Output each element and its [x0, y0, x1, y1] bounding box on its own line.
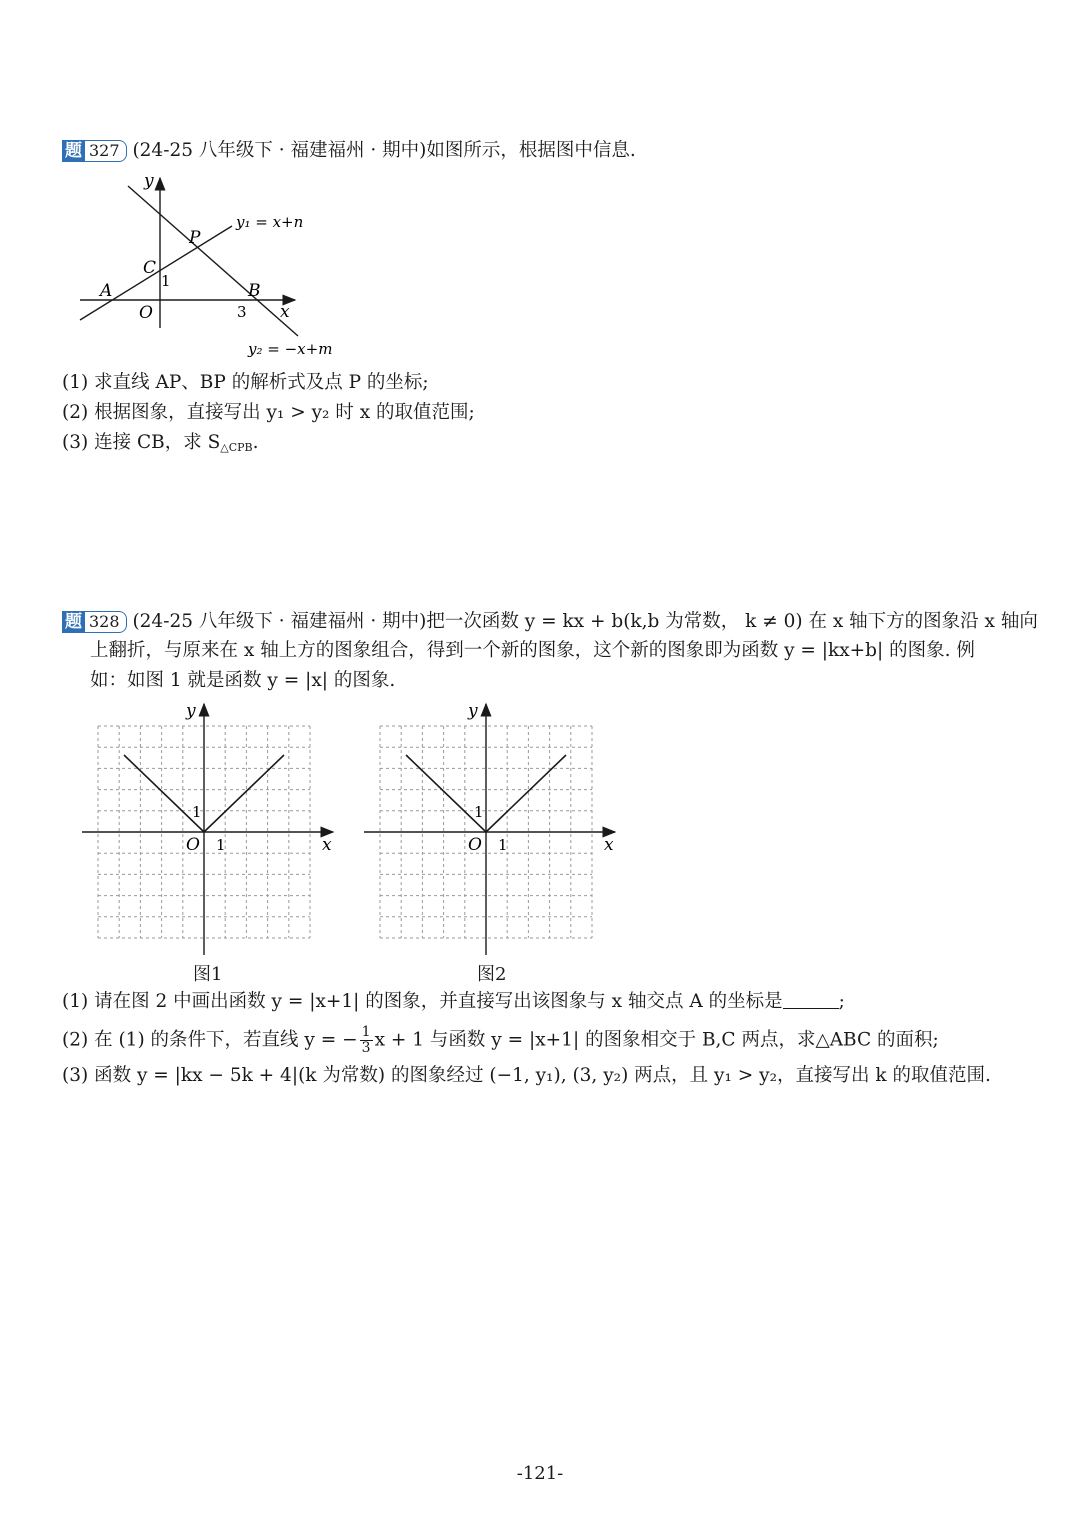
- label-A: A: [100, 281, 113, 301]
- label-line1: y₁ = x+n: [236, 213, 304, 231]
- graph2-label-y: y: [468, 701, 478, 721]
- label-3: 3: [237, 303, 247, 321]
- graph1-label-O: O: [186, 835, 200, 855]
- q328-line2: 上翻折，与原来在 x 轴上方的图象组合，得到一个新的图象，这个新的图象即为函数 y = |kx+b| 的图象. 例: [90, 640, 975, 661]
- fraction-one-third: $\frac{1}{3}$: [361, 1024, 371, 1056]
- q327-intro: 如图所示，根据图中信息.: [426, 140, 636, 161]
- graph2-label-O: O: [468, 835, 482, 855]
- label-x: x: [280, 302, 290, 322]
- q327-part2: (2) 根据图象，直接写出 y₁ > y₂ 时 x 的取值范围;: [62, 402, 475, 423]
- page-number: -121-: [516, 1463, 564, 1484]
- q327-figure: [70, 168, 350, 363]
- graph-2: [360, 700, 625, 960]
- label-B: B: [248, 281, 261, 301]
- graph-1: [78, 700, 343, 960]
- caption-figure2: 图2: [477, 964, 507, 985]
- q328-line1: 把一次函数 y = kx + b(k,b 为常数， k ≠ 0) 在 x 轴下方的图象沿 x 轴向: [426, 611, 1038, 632]
- q328-number: 328: [85, 611, 127, 633]
- q327-badge: 题 327: [62, 138, 127, 164]
- q328-part3: (3) 函数 y = |kx − 5k + 4|(k 为常数) 的图象经过 (−1, y₁), (3, y₂) 两点，且 y₁ > y₂，直接写出 k 的取值范围.: [62, 1065, 991, 1086]
- q327-part3: (3) 连接 CB，求 $S_{\triangle CPB}$.: [62, 432, 259, 454]
- q328-source: (24-25 八年级下 · 福建福州 · 期中): [132, 611, 427, 632]
- label-O: O: [139, 303, 153, 323]
- q328-badge: 题 328: [62, 609, 127, 635]
- graph2-label-x: x: [604, 835, 614, 855]
- graph1-label-x: x: [322, 835, 332, 855]
- graph2-label-1x: 1: [498, 836, 508, 854]
- graph1-label-y: y: [186, 701, 196, 721]
- q328-part1: (1) 请在图 2 中画出函数 y = |x+1| 的图象，并直接写出该图象与 x 轴交点 A 的坐标是 ;: [62, 991, 845, 1012]
- graph1-label-1y: 1: [192, 803, 202, 821]
- q328-part2: (2) 在 (1) 的条件下，若直线 y = − $\frac{1}{3}$ x + 1 与函数 y = |x+1| 的图象相交于 B,C 两点，求△ABC 的面积;: [62, 1024, 939, 1056]
- label-C: C: [143, 258, 157, 278]
- q327-part1: (1) 求直线 AP、BP 的解析式及点 P 的坐标;: [62, 372, 429, 393]
- q327-source: (24-25 八年级下 · 福建福州 · 期中): [132, 140, 427, 161]
- label-y: y: [144, 171, 154, 191]
- graph1-label-1x: 1: [216, 836, 226, 854]
- graph2-label-1y: 1: [474, 803, 484, 821]
- label-line2: y₂ = −x+m: [248, 340, 333, 358]
- caption-figure1: 图1: [193, 964, 223, 985]
- q327-number: 327: [85, 140, 127, 162]
- q327-header: [62, 138, 636, 164]
- q328-header: [62, 609, 1038, 635]
- label-1: 1: [161, 272, 171, 290]
- label-P: P: [189, 228, 201, 248]
- answer-blank: [783, 990, 839, 1009]
- q328-line3: 如：如图 1 就是函数 y = |x| 的图象.: [90, 670, 396, 691]
